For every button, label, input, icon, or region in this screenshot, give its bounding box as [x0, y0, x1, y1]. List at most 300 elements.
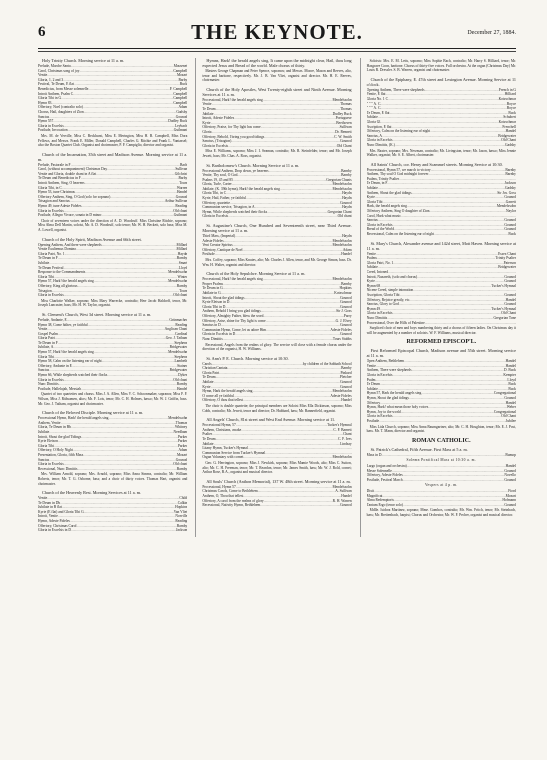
leader-dots: [425, 321, 516, 326]
composer-name: Arthur Sullivan: [164, 199, 188, 204]
composer-name: Haydn: [342, 191, 352, 196]
church-heading: Church of the Beloved Disciple. Morning service at 11 a. m.: [42, 410, 144, 416]
piece-title: Offertory, Adeste Fideles: [366, 473, 403, 478]
newspaper-page: [38, 18, 516, 756]
piece-title: " " " A. C.: [366, 106, 382, 111]
piece-title: Largo (organ and orchestra): [366, 463, 407, 468]
piece-title: Offertory, Andante in E: [38, 363, 72, 368]
church-heading: All Angels' Church, 81st street and West End Avenue. Morning service at 11.: [206, 417, 336, 423]
composer-name: Lloyd: [507, 377, 516, 382]
composer-name: Mendelssohn: [332, 186, 352, 191]
composer-name: Barnby: [176, 283, 188, 288]
piece-title: Te Deum in F: [38, 256, 58, 261]
composer-name: Tours Stubbs: [332, 336, 352, 341]
composer-name: Barby: [178, 176, 188, 181]
composer-name: Stainer: [177, 363, 188, 368]
piece-title: Processional, Hymn 57, we march to victory: [366, 167, 431, 172]
piece-title: Trisagion: [38, 288, 52, 293]
composer-name: G. J. Elvey: [335, 318, 352, 323]
composer-name: Buck: [179, 82, 188, 87]
composer-name: Old chant: [173, 377, 188, 382]
piece-title: Kyrie, Hail, Father, ye faithful: [202, 196, 246, 201]
church-heading: St. Clement's Church, West 3d street. Morning service at 11 a. m.: [42, 311, 152, 317]
composer-name: Adam: [342, 247, 352, 252]
composer-name: Gounod: [504, 477, 516, 482]
piece-title: Processional Hymn, 57: [202, 423, 236, 428]
piece-title: Anthem, Behold I bring you glad tidings: [202, 309, 261, 314]
leader-dots: [243, 455, 332, 460]
composer-name: Old chant: [337, 214, 352, 219]
church-listing: [38, 490, 187, 533]
piece-title: Presentation, Gloria, fifth Mass: [38, 452, 84, 457]
composer-name: Trinity Psalter: [495, 256, 516, 261]
piece-title: Kyrie: [202, 120, 211, 125]
piece-title: Hymn 53, tune Christmas: [38, 190, 75, 195]
church-listing: [367, 348, 516, 434]
masthead-rule: [38, 51, 516, 52]
composer-name: by children of the Sabbath School: [302, 361, 352, 366]
composer-name: Gilchrist: [174, 171, 188, 176]
composer-name: Gounod: [504, 396, 516, 401]
piece-title: Te Deum Festival: [38, 265, 64, 270]
composer-name: Barnby: [176, 466, 188, 471]
piece-title: Gloria in Excelsis: [202, 214, 229, 219]
piece-title: Te Deum: [202, 106, 216, 111]
program-line: [202, 337, 351, 342]
piece-title: Recessional, Nunc Dimittis: [38, 466, 78, 471]
piece-title: Postlude, Hallelujah, Messiah: [38, 386, 81, 391]
piece-title: Te Deum: [366, 382, 380, 387]
composer-name: Barnby: [341, 168, 352, 173]
piece-title: Gloria in Excelsis: [366, 222, 393, 227]
piece-title: Offertory, quartette: [202, 200, 230, 205]
church-listing: [202, 271, 351, 352]
piece-title: Offertory, Noel (contralto solo): [38, 105, 84, 110]
piece-title: Jubilate: [366, 115, 378, 120]
issue-date: December 27, 1884.: [467, 30, 516, 36]
composer-name: Mozart: [505, 493, 516, 498]
composer-name: Gounod: [175, 457, 188, 462]
composer-name: Dykes: [178, 373, 188, 378]
piece-title: Gloria Tibi in G: [38, 96, 62, 101]
composer-name: Gadsby: [505, 186, 516, 191]
piece-title: Gloria Tibi: [366, 199, 383, 204]
church-heading: Church of the Heavenly Rest. Morning Services at 11 a. m.: [42, 490, 142, 496]
piece-title: Chorus, Hail, daughters of Zion: [38, 109, 84, 114]
piece-title: Christmas Carols, Come to Bethlehem: [202, 489, 258, 494]
performers-note: Mrs. Baxter, soprano; Mrs. Newman, contralto; Mr. Livingston, tenor; Mr. Jason, basso; Miss Jennie Walker, organist; Mr. S. E. Albert, choirmaster.: [366, 148, 516, 158]
piece-title: Gloria in Excelsis: [38, 293, 64, 298]
composer-name: Barnby: [505, 172, 516, 177]
piece-title: Creed, Intoned: [366, 269, 389, 274]
program-line: [367, 143, 516, 148]
leader-dots: [260, 503, 340, 508]
piece-title: Introit Anthem, Psalm C.: [38, 91, 75, 96]
composer-name: Tours: [179, 288, 188, 293]
piece-title: Introit, Shout the glad tidings: [202, 295, 245, 300]
piece-title: Nunc Dimittis: [38, 382, 59, 387]
piece-title: Gloria in Excelsis in D: [38, 528, 71, 533]
composer-name: Barnby: [176, 382, 188, 387]
composer-name: Grünmacher: [169, 317, 188, 322]
composer-name: Adam: [178, 448, 188, 453]
composer-name: Handel: [505, 463, 516, 468]
program-line: [38, 293, 187, 298]
denomination-heading: REFORMED EPISCOP'L.: [406, 339, 477, 346]
program-line: [367, 321, 516, 326]
composer-name: Mendelssohn: [332, 243, 352, 248]
leader-dots: [379, 419, 506, 424]
piece-title: Prelude, Marche Santa: [38, 64, 71, 68]
piece-title: Gloria, 1, 2 and 3: [38, 77, 64, 82]
program-line: [202, 214, 351, 219]
church-listing: [367, 241, 516, 336]
church-heading: Church of the Holy Spirit, Madison Avenue and 66th street.: [42, 236, 142, 242]
composer-name: C. F. Barnett: [333, 427, 352, 432]
piece-title: Gloria Patri: [38, 336, 55, 341]
composer-name: Campbell: [173, 100, 188, 105]
performers-note: Soloists: Mrs. E. M. Letts, soprano; Miss Sophie Bach, contralto; Mr. Harry S. Hilliard, tenor; Mr. Hasgrave Coon, baritone. Chorus of thirty-five voices. Full orchestra. At the organ (Christmas Day) Mr. Louis R. Dressler. S. B. Warren, organist and choirmaster.: [366, 59, 516, 73]
composer-name: Mendelssohn: [332, 182, 352, 187]
composer-name: French in G: [498, 87, 516, 92]
composer-name: Stephens: [174, 354, 188, 359]
piece-title: Hymn, Shout the glad tidings: [366, 396, 409, 401]
piece-title: Gloria in Excelsis: [38, 208, 64, 213]
piece-title: Recessional, Nativity Hymn, Bethlehem: [202, 503, 261, 508]
church-listing: [367, 447, 516, 518]
piece-title: Processional, Hymn 57: [202, 484, 236, 489]
composer-name: Mendelssohn: [168, 270, 188, 275]
church-listing: [202, 417, 351, 475]
composer-name: Haydn: [342, 234, 352, 239]
piece-title: Te Deum in Db: [38, 500, 61, 505]
program-line: [202, 503, 351, 508]
piece-title: Te Deum: [202, 437, 216, 441]
piece-title: Te Deum, E flat: [366, 110, 390, 115]
piece-title: Kyrie (E flat) and Gloria Tibi G: [38, 509, 84, 514]
piece-title: Offertory, Arise, shine for Thy light is come: [202, 318, 266, 323]
composer-name: Handel: [505, 297, 516, 302]
leader-dots: [434, 232, 508, 237]
column-2: [195, 58, 351, 537]
piece-title: Postlude: [366, 419, 380, 423]
composer-name: Handel: [341, 252, 352, 257]
leader-dots: [403, 478, 505, 483]
composer-name: Sullivan: [339, 125, 352, 130]
composer-name: Handel: [176, 190, 188, 195]
piece-title: Sanctus: [366, 218, 378, 223]
composer-name: Barnby: [341, 173, 352, 178]
composer-name: Tucker's Hymnal: [491, 283, 516, 288]
performers-note: Quartet of two quartettes and chorus. Miss J. A. Allen, Miss V. C. Schoonmaker, sopranos; Miss F. F. Wilson, Miss J. Rübsamen, altos; Mr. F. Lois, tenor; Mr. C. H. Holmes, basso; Mr. W. J. Griffin, bass. Mr. Geo. J. Tatham, organist and choirmaster.: [38, 392, 188, 406]
composer-name: Gounod: [340, 380, 352, 385]
performers-note: Miss E. Williams, soprano; Miss J. I. Seaman, contralto; Mr. R. Steinfelder, tenor; and Mr. Joseph Jewett, bass; Mr. Chas. A. Ross, organist.: [202, 149, 352, 158]
piece-title: Opening Anthem, There were shepherds: [366, 87, 425, 92]
church-heading: Holy Trinity Church. Morning service at 11 a. m.: [42, 58, 125, 63]
piece-title: Response to the Commandments: [38, 270, 86, 275]
piece-title: Gloria in Excelsis: [38, 462, 64, 467]
composer-name: Paterson: [503, 260, 516, 265]
composer-name: Gounod: [504, 274, 516, 279]
piece-title: Postlude, Allegro Vivace, sonata in D minor: [38, 213, 102, 218]
piece-title: Litany Hymn, Tucker's Hymnal: [202, 446, 248, 451]
piece-title: Ascription, Gloria Tibi: [366, 292, 400, 297]
piece-title: Carols: [202, 361, 212, 366]
piece-title: Messe Solennelle: [366, 468, 392, 473]
service-subheading: Vespers at 4 p. m.: [424, 483, 458, 488]
masthead: [38, 18, 516, 49]
piece-title: Psalter: [202, 432, 213, 437]
piece-title: Psalms, Trinity Psalter: [366, 176, 400, 181]
piece-title: Nunc Dimittis: [202, 336, 223, 341]
piece-title: Nunc Dimittis, (K.): [366, 142, 395, 147]
piece-title: Offertory, O thou that tellest: [202, 398, 244, 403]
church-listing: [38, 58, 187, 148]
leader-dots: [81, 387, 177, 392]
piece-title: Jubilate: [366, 186, 378, 191]
piece-title: Jubilate: [202, 111, 214, 116]
composer-name: Mendelssohn: [332, 277, 352, 282]
composer-name: Bridgewater: [169, 345, 188, 350]
leader-dots: [228, 214, 338, 219]
composer-name: Gounod: [340, 295, 352, 300]
leader-dots: [215, 252, 342, 257]
composer-name: F. Campbell: [169, 86, 188, 91]
composer-name: Old chant: [173, 293, 188, 298]
piece-title: Ascription, E flat: [366, 124, 392, 129]
composer-name: Fiord: [508, 488, 516, 493]
program-line: [202, 252, 351, 257]
piece-title: Hymn 49, tune Adeste Fideles: [38, 204, 82, 209]
piece-title: Magnificat: [366, 493, 383, 498]
church-listing: [202, 58, 351, 83]
church-heading: Church of the Holy Sepulchre. Morning Service at 11 a. m.: [206, 271, 306, 277]
piece-title: Offertory, Calm on the listening ear of night: [366, 129, 431, 134]
piece-title: Dixit: [366, 488, 375, 493]
piece-title: Venite, E flat: [366, 92, 386, 97]
piece-title: Sanctus, (Trisagion): [202, 139, 232, 144]
piece-title: Communion service, Trisagion, in A: [202, 205, 255, 210]
column-3: [360, 58, 516, 537]
piece-title: Proper Psalms: [202, 281, 223, 286]
composer-name: Garrett: [505, 199, 516, 204]
composer-name: Naylor: [506, 209, 516, 214]
composer-name: Parker: [177, 439, 188, 444]
composer-name: Gounod: [340, 332, 352, 337]
program-line: [367, 453, 516, 458]
composer-name: Old Chant: [501, 311, 516, 316]
composer-name: Child: [179, 496, 188, 501]
piece-title: Sanctus: [38, 368, 50, 373]
program-line: [38, 128, 187, 133]
piece-title: Offertory, Rejoice greatly, etc.: [366, 297, 411, 302]
piece-title: Jubilate: [202, 441, 214, 446]
piece-title: Alma Redemptoris: [366, 498, 394, 503]
piece-title: Hymn 83: [38, 100, 52, 105]
composer-name: Dudley Buck: [332, 111, 352, 116]
composer-name: Barby: [178, 77, 188, 82]
church-heading: St. Augustine's Church, One Hundred and Seventeenth street, near Third Avenue. Morning service at 11 a. m.: [202, 223, 352, 234]
program-line: [202, 455, 351, 460]
piece-title: Sanctus, Glory to God: [366, 302, 399, 307]
performers-note: Miss Charlotte Walker, soprano; Miss Mary Warrecke, contralto; Herr Jacob Haldorff, tenor, Mr. Joseph Lancaster, bass; Mr. H. W. Taylor, organist.: [38, 298, 188, 308]
piece-title: Offertory, Christmas Carol: [38, 523, 77, 528]
composer-name: Schubert: [503, 115, 516, 120]
composer-name: Mendelssohn: [168, 350, 188, 355]
composer-name: Mendelssohn: [168, 279, 188, 284]
piece-title: Sanctus, A: [366, 133, 383, 138]
composer-name: Gounod: [340, 300, 352, 305]
program-line: [367, 503, 516, 508]
piece-title: Hymn 49: [366, 306, 381, 311]
piece-title: Christian Cantata: [202, 366, 228, 371]
piece-title: Hymn 557: [38, 119, 54, 124]
piece-title: Hymn, While shepherds watched their flocks: [202, 209, 268, 214]
composer-name: Old Chant: [501, 414, 516, 419]
leader-dots: [381, 453, 505, 458]
church-heading: All Souls' Church (Anthon Memorial), 137 W. 48th street. Morning service at 11 a. m.: [206, 478, 351, 484]
composer-name: A. Sullivan: [335, 489, 352, 494]
piece-title: Psalm: [366, 377, 376, 382]
composer-name: Gounod: [504, 302, 516, 307]
church-heading: Church of the Epiphany, E. 47th street and Lexington Avenue. Morning Service at 11 o'clock.: [366, 76, 516, 87]
piece-title: Anthem, O, Thou that tellest: [202, 493, 244, 498]
piece-title: Gloria Tibi, in C: [38, 185, 62, 190]
performers-note: Recessional, Angels from the realms of glory. The service will close with a female chorus under the direction of the organist, H. W. Williams.: [202, 342, 352, 352]
piece-title: Jubilate: [366, 386, 378, 391]
piece-title: Gloria Tibi, in C: [202, 191, 227, 196]
composer-name: Beethoven: [336, 120, 352, 125]
composer-name: Gounod: [504, 502, 516, 507]
church-listing: [38, 312, 187, 406]
composer-name: Bridgewater: [169, 368, 188, 373]
piece-title: Offertory, O Holy Night: [38, 448, 73, 453]
piece-title: Processional Anthem, Drop down, ye heavens: [202, 168, 269, 173]
piece-title: Offertory, Behold, I bring you good tidings: [202, 134, 265, 139]
composer-name: Old Chant: [501, 138, 516, 143]
performers-note: Geo. G. Herrington, soprano; Miss J. Newkirk, soprano; Miss Mamie Woods, alto; Miss C. Sutton, alto; Mr. C. H. Freeman, tenor; Mr. T. Reardon, tenor; Mr. James Smith, bass; Mr. W. J. Bold, cornet; Arthur Rose, B.A., organist and musical director.: [202, 460, 352, 475]
composer-name: Warren: [176, 185, 188, 190]
piece-title: Hymn 57, Hark! the herald angels sing: [38, 350, 94, 355]
composer-name: Jubilee: [505, 419, 516, 423]
piece-title: Carol, Christmas song of joy: [38, 68, 80, 73]
piece-title: Jubilate: [38, 260, 50, 265]
composer-name: Barnby: [505, 167, 516, 172]
composer-name: Handel: [341, 493, 352, 498]
piece-title: Introit, Shout the glad Tidings: [38, 434, 82, 439]
piece-title: Gloria in Excelsis: [202, 143, 229, 148]
piece-title: Gloria, Turle, Carter: [202, 182, 232, 187]
composer-name: Millard: [176, 247, 188, 252]
composer-name: Pletcher: [339, 375, 352, 380]
composer-name: Gounod: [504, 195, 516, 200]
composer-name: Barnby: [341, 366, 352, 371]
composer-name: Parry: [343, 313, 352, 318]
composer-name: Mendelssohn: [332, 484, 352, 489]
leader-dots: [101, 213, 173, 218]
program-line: [38, 528, 187, 533]
piece-title: Festival, Te Deum, E flat: [38, 82, 75, 87]
composer-name: Kotzschmar: [498, 119, 516, 124]
composer-name: Guilmant: [173, 213, 188, 218]
piece-title: " " " A. C.: [366, 101, 382, 106]
piece-title: Introit, Nazareth, (solo and chorus): [366, 274, 418, 279]
piece-title: Venite: [38, 73, 48, 78]
piece-title: Hymn 68: [366, 283, 381, 288]
piece-title: Venite: [38, 327, 48, 332]
composer-name: Handel: [505, 129, 516, 134]
composer-name: Gounod: [504, 279, 516, 284]
composer-name: Smart: [178, 260, 188, 265]
composer-name: Jackson: [504, 181, 516, 186]
church-listing: [367, 59, 516, 73]
church-listing: [367, 162, 516, 237]
piece-title: Gloria: [202, 129, 212, 134]
piece-title: Gloria Gl.: [366, 119, 382, 124]
performers-note: Mrs. Coffey, soprano; Miss Knutes, alto; Mr. Charles J. Allen, tenor, and Mr. George Simon, bass. Dr. Wm. H. Walter, organist and director.: [202, 258, 352, 267]
piece-title: Mass in D: [366, 452, 382, 457]
piece-title: Third Mass, (Imperial): [202, 234, 236, 239]
service-subheading: Solemn Pontifical Mass at 10:30 a. m.: [406, 458, 477, 463]
piece-title: Anthem, There were shepherds: [366, 368, 412, 373]
composer-name: Geo. J. Tatham: [165, 336, 188, 341]
piece-title: Sanctus in D: [202, 323, 221, 328]
church-heading: Church of the Holy Apostles, West Twenty-eighth street and Ninth Avenue. Morning Services at 11 a. m.: [202, 86, 352, 97]
composer-name: Gounod: [504, 227, 516, 232]
composer-name: Dr. Bennett: [335, 129, 352, 134]
piece-title: Sanctus: [38, 457, 50, 462]
composer-name: Gounod: [175, 194, 188, 199]
composer-name: Gounod: [340, 200, 352, 205]
piece-title: Hymn 66, While shepherds watched their flocks: [38, 373, 108, 378]
composer-name: Kotzschmar: [498, 96, 516, 101]
piece-title: Kyrie: [202, 384, 211, 389]
piece-title: Introit, Venite: [38, 514, 58, 519]
page-number: 6: [38, 24, 46, 40]
composer-name: Gounod: [340, 323, 352, 328]
piece-title: Te Deum in G: [202, 286, 223, 291]
composer-name: Van Vliet: [173, 509, 188, 514]
denomination-heading: ROMAN CATHOLIC.: [412, 437, 471, 444]
composer-name: Jackson: [175, 528, 188, 533]
church-heading: Hymns, Hark! the herald angels sing, It came upon the midnight clear, Hail, thou long expected Jesus and Bread of the world. Male chorus of thirty.: [202, 58, 352, 68]
composer-name: Hopkins: [175, 505, 188, 510]
leader-dots: [68, 128, 174, 133]
piece-title: Venite, Thy soul, O God: [202, 173, 238, 178]
composer-name: Gounod: [504, 292, 516, 297]
leader-dots: [77, 467, 176, 472]
composer-name: Pinkard: [340, 370, 352, 375]
piece-title: Jubilate: [366, 265, 378, 270]
piece-title: Te Deum in F: [38, 340, 58, 345]
composer-name: Gounod: [340, 503, 352, 508]
performers-note: Choir of seventeen voices under the direction of A. D. Woodruff. Miss Christine Ritchie, soprano; Miss Alma Dell Martin, soloist, Mr. A. D. Woodruff, solo tenor; Mr. W. H. Beckett, solo bass; Miss M. A. Lowell, organist.: [38, 218, 188, 232]
composer-name: Campbell: [173, 68, 188, 73]
piece-title: Bread of the World: [366, 227, 395, 232]
piece-title: Carol, (without accompaniment) Christmas Day: [38, 167, 108, 172]
church-listing: [202, 223, 351, 267]
piece-title: Trisagion and Sanctus: [38, 199, 70, 204]
piece-title: Veni Creator Spiritus: [202, 243, 233, 248]
composer-name: Sir Jos. Goss: [497, 190, 516, 195]
composer-name: Gregorian Chants: [326, 177, 352, 182]
piece-title: Psalms: [366, 256, 377, 261]
program-line: [367, 478, 516, 483]
composer-name: Buck: [508, 232, 516, 236]
church-listing: [202, 163, 351, 220]
composer-name: Tours: [179, 181, 188, 186]
composer-name: Kotzschmar: [334, 290, 352, 295]
